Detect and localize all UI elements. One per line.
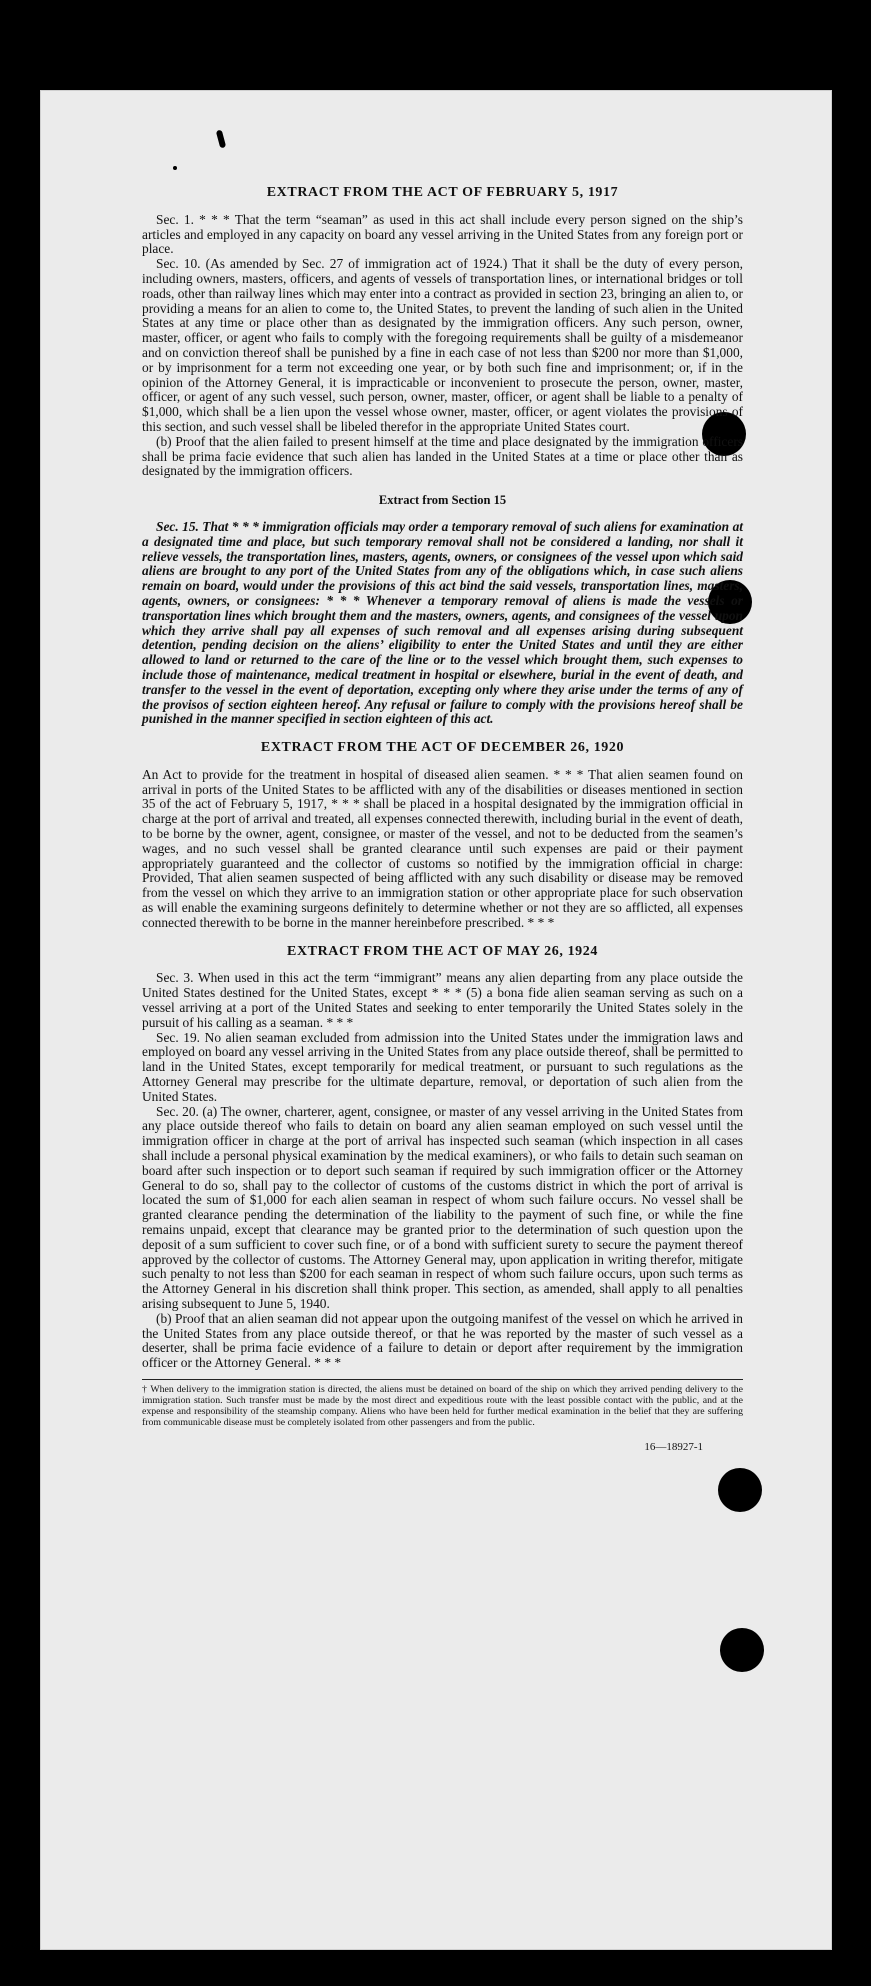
paragraph-sec-1: Sec. 1. * * * That the term “seaman” as used in this act shall include every person signed on the ship’s articles and employed in any capacity on board any vessel arriving in the United States from any foreign port or place.	[142, 211, 743, 257]
paragraph-sec-15: Sec. 15. That * * * immigration officials may order a temporary removal of such aliens for examination at a designated time and place, but such temporary removal shall not be considered a landing, nor shall it relieve vessels, the transportation lines, masters, agents, owners, or consignees of the vessel upon which said aliens are brought to any port of the United States from any of the obligations which, in case such aliens remain on board, would under the provisions of this act bind the said vessels, transportation lines, masters, agents, owners, or consignees: * * * Whenever a temporary removal of aliens is made the vessels or transportation lines which brought them and the masters, owners, agents, and consignees of the vessel upon which they arrive shall pay all expenses of such removal and all expenses arising during subsequent detention, pending decision on the aliens’ eligibility to enter the United States and until they are either allowed to land or returned to the care of the line or to the vessel which brought them, such expenses to include those of maintenance, medical treatment in hospital or elsewhere, burial in the event of death, and transfer to the vessel in the event of deportation, excepting only where they arise under the terms of any of the provisos of section eighteen hereof. Any refusal or failure to comply with the provisions hereof shall be punished in the manner specified in section eighteen of this act.	[142, 518, 743, 727]
heading-act-1920: EXTRACT FROM THE ACT OF DECEMBER 26, 1920	[260, 740, 625, 756]
punch-hole	[720, 1628, 764, 1672]
paragraph-sec-19: Sec. 19. No alien seaman excluded from admission into the United States under the immigration laws and employed on board any vessel arriving in the United States from any place outside thereof, shall be permitted to land in the United States, except temporarily for medical treatment, or pursuant to such regulations as the Attorney General may prescribe for the ultimate departure, removal, or deportation of such alien from the United States.	[142, 1029, 743, 1104]
ink-dot	[173, 166, 177, 170]
paragraph-sec-20-b: (b) Proof that an alien seaman did not appear upon the outgoing manifest of the vessel on which he arrived in the United States from any place outside thereof, or that he was reported by the master of such vessel as a deserter, shall be prima facie evidence of a failure to detain or deport after requirement by the immigration officer or the Attorney General. * * *	[142, 1310, 743, 1371]
punch-hole	[718, 1468, 762, 1512]
paragraph-act-1920: An Act to provide for the treatment in hospital of diseased alien seamen. * * * That alien seamen found on arrival in ports of the United States to be afflicted with any of the disabilities or diseases mentioned in section 35 of the act of February 5, 1917, * * * shall be placed in a hospital designated by the immigration official in charge at the port of arrival and treated, all expenses connected therewith, including burial in the event of death, to be borne by the owner, agent, consignee, or master of the vessel, and not to be deducted from the seamen’s wages, and no such vessel shall be granted clearance until such expenses are paid or their payment appropriately guaranteed and the collector of customs so notified by the immigration official in charge: Provided, That alien seamen suspected of being afflicted with any such disability or disease may be removed from the vessel on which they arrive to an immigration station or other appropriate place for such observation as will enable the examining surgeons definitely to determine whether or not they are so afflicted, all expenses connected therewith to be borne in the manner hereinbefore prescribed. * * *	[142, 766, 743, 930]
paragraph-sec-10-b: (b) Proof that the alien failed to present himself at the time and place designated by the immigration officers shall be prima facie evidence that such alien has landed in the United States at a time or place other than as designated by the immigration officers.	[142, 433, 743, 479]
subheading-section-15: Extract from Section 15	[378, 493, 507, 508]
footnote: † When delivery to the immigration station is directed, the aliens must be detained on board of the ship on which they arrived pending delivery to the immigration station. Such transfer must be made by the most direct and expeditious route with the least possible contact with the public, and at the expense and responsibility of the steamship company. Aliens who have been held for further medical examination in the belief that they are suffering from communicable disease must be completely isolated from other passengers and from the public.	[142, 1379, 743, 1428]
form-number: 16—18927-1	[644, 1440, 703, 1453]
paragraph-sec-10: Sec. 10. (As amended by Sec. 27 of immigration act of 1924.) That it shall be the duty of every person, including owners, masters, officers, and agents of vessels of transportation lines, or international bridges or toll roads, other than railway lines which may enter into a contract as provided in section 23, bringing an alien to, or providing a means for an alien to come to, the United States, to prevent the landing of such alien in the United States at any time or place other than as designated by the immigration officers. Any such person, owner, master, officer, or agent who fails to comply with the foregoing requirements shall be guilty of a misdemeanor and on conviction thereof shall be punished by a fine in each case of not less than $200 nor more than $1,000, or by imprisonment for a term not exceeding one year, or by both such fine and imprisonment; or, if in the opinion of the Attorney General, it is impracticable or inconvenient to prosecute the person, owner, master, officer, or agent of any such vessel, such person, owner, master, officer, or agent shall be liable to a penalty of $1,000, which shall be a lien upon the vessel whose owner, master, officer, or agent violates the provisions of this section, and such vessel shall be libeled therefor in the appropriate United States court.	[142, 256, 743, 434]
paragraph-sec-3: Sec. 3. When used in this act the term “immigrant” means any alien departing from any place outside the United States destined for the United States, except * * * (5) a bona fide alien seaman serving as such on a vessel arriving at a port of the United States and seeking to enter temporarily the United States solely in the pursuit of his calling as a seaman. * * *	[142, 970, 743, 1030]
paragraph-sec-20: Sec. 20. (a) The owner, charterer, agent, consignee, or master of any vessel arriving in the United States from any place outside thereof who fails to detain on board any alien seaman employed on such vessel until the immigration officer in charge at the port of arrival has inspected such seaman (which inspection in all cases shall include a personal physical examination by the medical examiners), or who fails to detain such seaman on board after such inspection or to deport such seaman if required by such immigration officer or the Attorney General to do so, shall pay to the collector of customs of the customs district in which the port of arrival is located the sum of $1,000 for each alien seaman in respect of whom such failure occurs. No vessel shall be granted clearance pending the determination of the liability to the payment of such fine, or while the fine remains unpaid, except that clearance may be granted prior to the determination of such question upon the deposit of a sum sufficient to cover such fine, or of a bond with sufficient surety to secure the payment thereof approved by the collector of customs. The Attorney General may, upon application in writing therefor, mitigate such penalty to not less than $200 for each seaman in respect of whom such failure occurs, upon such terms as the Attorney General in his discretion shall think proper. This section, as amended, shall apply to all penalties arising subsequent to June 5, 1940.	[142, 1103, 743, 1311]
heading-act-1917: EXTRACT FROM THE ACT OF FEBRUARY 5, 1917	[266, 185, 619, 200]
heading-act-1924: EXTRACT FROM THE ACT OF MAY 26, 1924	[287, 943, 598, 959]
document-body	[142, 186, 743, 1455]
